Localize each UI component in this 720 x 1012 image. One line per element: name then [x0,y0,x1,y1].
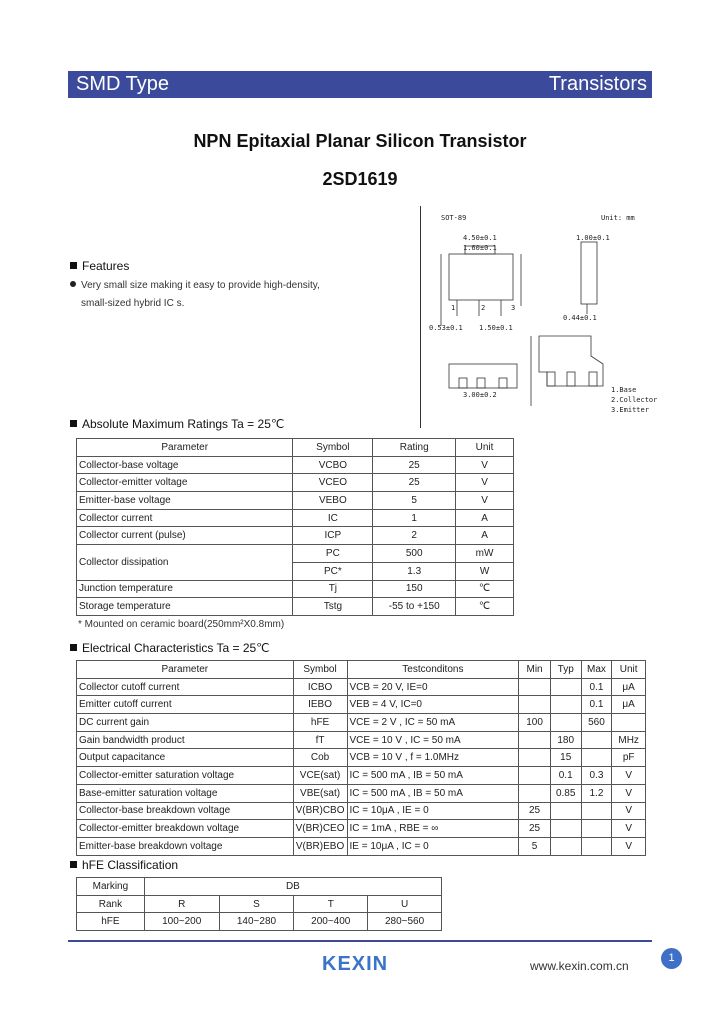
cell [581,749,612,767]
cell: VCE(sat) [293,767,347,785]
cell: V(BR)CBO [293,802,347,820]
cell [550,820,581,838]
cell: IC = 1mA , RBE = ∞ [347,820,519,838]
pin-number: 3 [511,304,516,312]
pin-label: 1.Base [611,386,637,394]
table-row [77,913,442,931]
cell: 500 [373,545,456,563]
cell: T [294,895,368,913]
column-header: Parameter [77,439,293,457]
bullet-square-icon [70,262,77,269]
cell: hFE [77,913,145,931]
table-row [77,820,646,838]
cell: Collector-emitter saturation voltage [77,767,294,785]
cell: Collector-base breakdown voltage [77,802,294,820]
cell: VCE = 2 V , IC = 50 mA [347,714,519,732]
kexin-logo: KEXIN [322,953,389,975]
abs-max-table [76,438,514,616]
cell: VEBO [293,492,373,510]
part-number: 2SD1619 [322,169,398,189]
table-row [77,598,514,616]
cell: μA [612,678,646,696]
cell: IC [293,509,373,527]
cell [519,767,551,785]
column-header: Symbol [293,661,347,679]
cell: R [144,895,219,913]
bullet-square-icon [70,861,77,868]
cell: 140~280 [219,913,294,931]
cell: Collector-emitter breakdown voltage [77,820,294,838]
cell: ℃ [456,580,514,598]
cell: Emitter-base voltage [77,492,293,510]
header-category: SMD Type [76,73,169,95]
cell: PC [293,545,373,563]
cell: Collector dissipation [77,545,293,580]
cell: VCE = 10 V , IC = 50 mA [347,731,519,749]
abs-max-heading [70,417,284,431]
dim-label: 1.00±0.1 [576,234,610,242]
table-row [77,492,514,510]
cell: 180 [550,731,581,749]
table-row [77,731,646,749]
cell: 25 [373,456,456,474]
table-header-row [77,661,646,679]
cell [519,731,551,749]
cell: Emitter cutoff current [77,696,294,714]
table-row [77,714,646,732]
elec-table [76,660,646,856]
cell: ℃ [456,598,514,616]
cell: V [456,474,514,492]
cell: PC* [293,562,373,580]
cell: 0.1 [550,767,581,785]
table-row [77,784,646,802]
cell: Junction temperature [77,580,293,598]
cell: 2 [373,527,456,545]
cell: W [456,562,514,580]
table-row [77,527,514,545]
cell: 5 [373,492,456,510]
cell: V(BR)CEO [293,820,347,838]
cell: V [456,456,514,474]
cell: V [612,820,646,838]
cell: IC = 10μA , IE = 0 [347,802,519,820]
header-type: Transistors [548,73,647,95]
header-bar [68,71,652,98]
cell: 25 [519,802,551,820]
cell: Marking [77,878,145,896]
bullet-dot-icon [70,281,76,287]
cell: 15 [550,749,581,767]
dim-label: 1.60±0.1 [463,244,497,252]
cell: pF [612,749,646,767]
cell [550,696,581,714]
package-unit: Unit: mm [601,214,635,222]
dim-label: 3.00±0.2 [463,391,497,399]
table-row [77,767,646,785]
cell: hFE [293,714,347,732]
table-row [77,895,442,913]
cell: VCB = 10 V , f = 1.0MHz [347,749,519,767]
cell: VCBO [293,456,373,474]
cell: Collector current [77,509,293,527]
page-title: NPN Epitaxial Planar Silicon Transistor [193,131,527,151]
pin-number: 2 [481,304,486,312]
feature-item-continued: small-sized hybrid IC s. [81,298,185,309]
column-header: Rating [373,439,456,457]
table-header-row [77,439,514,457]
dim-label: 0.44±0.1 [563,314,597,322]
dim-label: 1.50±0.1 [479,324,513,332]
cell: V [612,767,646,785]
cell: 25 [519,820,551,838]
cell: μA [612,696,646,714]
pin-label: 2.Collector [611,396,658,404]
cell: 1 [373,509,456,527]
cell: Tstg [293,598,373,616]
cell [519,678,551,696]
package-outline-drawing [421,206,649,428]
abs-max-heading-text: Absolute Maximum Ratings Ta = 25℃ [82,417,285,431]
cell: DC current gain [77,714,294,732]
cell: VBE(sat) [293,784,347,802]
features-heading [70,259,129,273]
cell: mW [456,545,514,563]
footnote: * Mounted on ceramic board(250mm²X0.8mm) [78,619,285,630]
cell: 100~200 [144,913,219,931]
cell: Gain bandwidth product [77,731,294,749]
cell: Rank [77,895,145,913]
cell: IC = 500 mA , IB = 50 mA [347,767,519,785]
cell: V(BR)EBO [293,837,347,855]
elec-heading-text: Electrical Characteristics Ta = 25℃ [82,641,270,655]
package-name: SOT-89 [441,214,467,222]
cell: Output capacitance [77,749,294,767]
elec-heading [70,641,270,655]
column-header: Unit [456,439,514,457]
cell: Emitter-base breakdown voltage [77,837,294,855]
cell: IEBO [293,696,347,714]
column-header: Parameter [77,661,294,679]
cell [581,820,612,838]
bullet-square-icon [70,644,77,651]
table-row [77,678,646,696]
table-row [77,580,514,598]
cell [550,802,581,820]
cell [550,714,581,732]
cell: Storage temperature [77,598,293,616]
cell: 1.2 [581,784,612,802]
cell: 0.1 [581,678,612,696]
cell [519,696,551,714]
table-row [77,878,442,896]
cell: Collector-emitter voltage [77,474,293,492]
cell: 1.3 [373,562,456,580]
table-row [77,545,514,563]
cell: VCB = 20 V, IE=0 [347,678,519,696]
package-diagram [420,206,658,428]
cell: 5 [519,837,551,855]
cell [581,837,612,855]
cell: DB [144,878,441,896]
cell: V [612,784,646,802]
cell: IE = 10μA , IC = 0 [347,837,519,855]
cell: -55 to +150 [373,598,456,616]
cell: Collector current (pulse) [77,527,293,545]
cell [519,749,551,767]
cell [581,731,612,749]
cell: 560 [581,714,612,732]
hfe-heading [70,858,178,872]
cell: V [612,837,646,855]
column-header: Testconditons [347,661,519,679]
cell: Cob [293,749,347,767]
cell: 0.1 [581,696,612,714]
cell: V [612,802,646,820]
cell: ICBO [293,678,347,696]
table-row [77,474,514,492]
footer-divider [68,940,652,942]
cell [550,678,581,696]
table-row [77,456,514,474]
table-row [77,802,646,820]
cell: A [456,527,514,545]
column-header: Symbol [293,439,373,457]
column-header: Min [519,661,551,679]
bullet-square-icon [70,420,77,427]
table-row [77,837,646,855]
dim-label: 0.53±0.1 [429,324,463,332]
hfe-heading-text: hFE Classification [82,858,179,872]
cell: Tj [293,580,373,598]
cell: 0.3 [581,767,612,785]
pin-number: 1 [451,304,456,312]
pin-label: 3.Emitter [611,406,649,414]
cell [519,784,551,802]
page-number: 1 [661,948,682,969]
cell: VCEO [293,474,373,492]
cell: 100 [519,714,551,732]
table-row [77,509,514,527]
cell: U [368,895,442,913]
company-url[interactable]: www.kexin.com.cn [530,959,629,973]
cell: A [456,509,514,527]
features-heading-text: Features [82,259,130,273]
table-row [77,696,646,714]
cell [581,802,612,820]
cell [612,714,646,732]
table-row [77,749,646,767]
cell: 200~400 [294,913,368,931]
column-header: Unit [612,661,646,679]
feature-text: Very small size making it easy to provide high-density, [81,280,320,291]
cell: fT [293,731,347,749]
cell: 280~560 [368,913,442,931]
cell: S [219,895,294,913]
cell: VEB = 4 V, IC=0 [347,696,519,714]
cell: MHz [612,731,646,749]
cell: Base-emitter saturation voltage [77,784,294,802]
column-header: Max [581,661,612,679]
cell: IC = 500 mA , IB = 50 mA [347,784,519,802]
cell: 150 [373,580,456,598]
dim-label: 4.50±0.1 [463,234,497,242]
feature-item [70,280,320,291]
cell: Collector-base voltage [77,456,293,474]
column-header: Typ [550,661,581,679]
cell: 25 [373,474,456,492]
cell: V [456,492,514,510]
cell: 0.85 [550,784,581,802]
hfe-table [76,877,442,931]
cell [550,837,581,855]
cell: ICP [293,527,373,545]
cell: Collector cutoff current [77,678,294,696]
